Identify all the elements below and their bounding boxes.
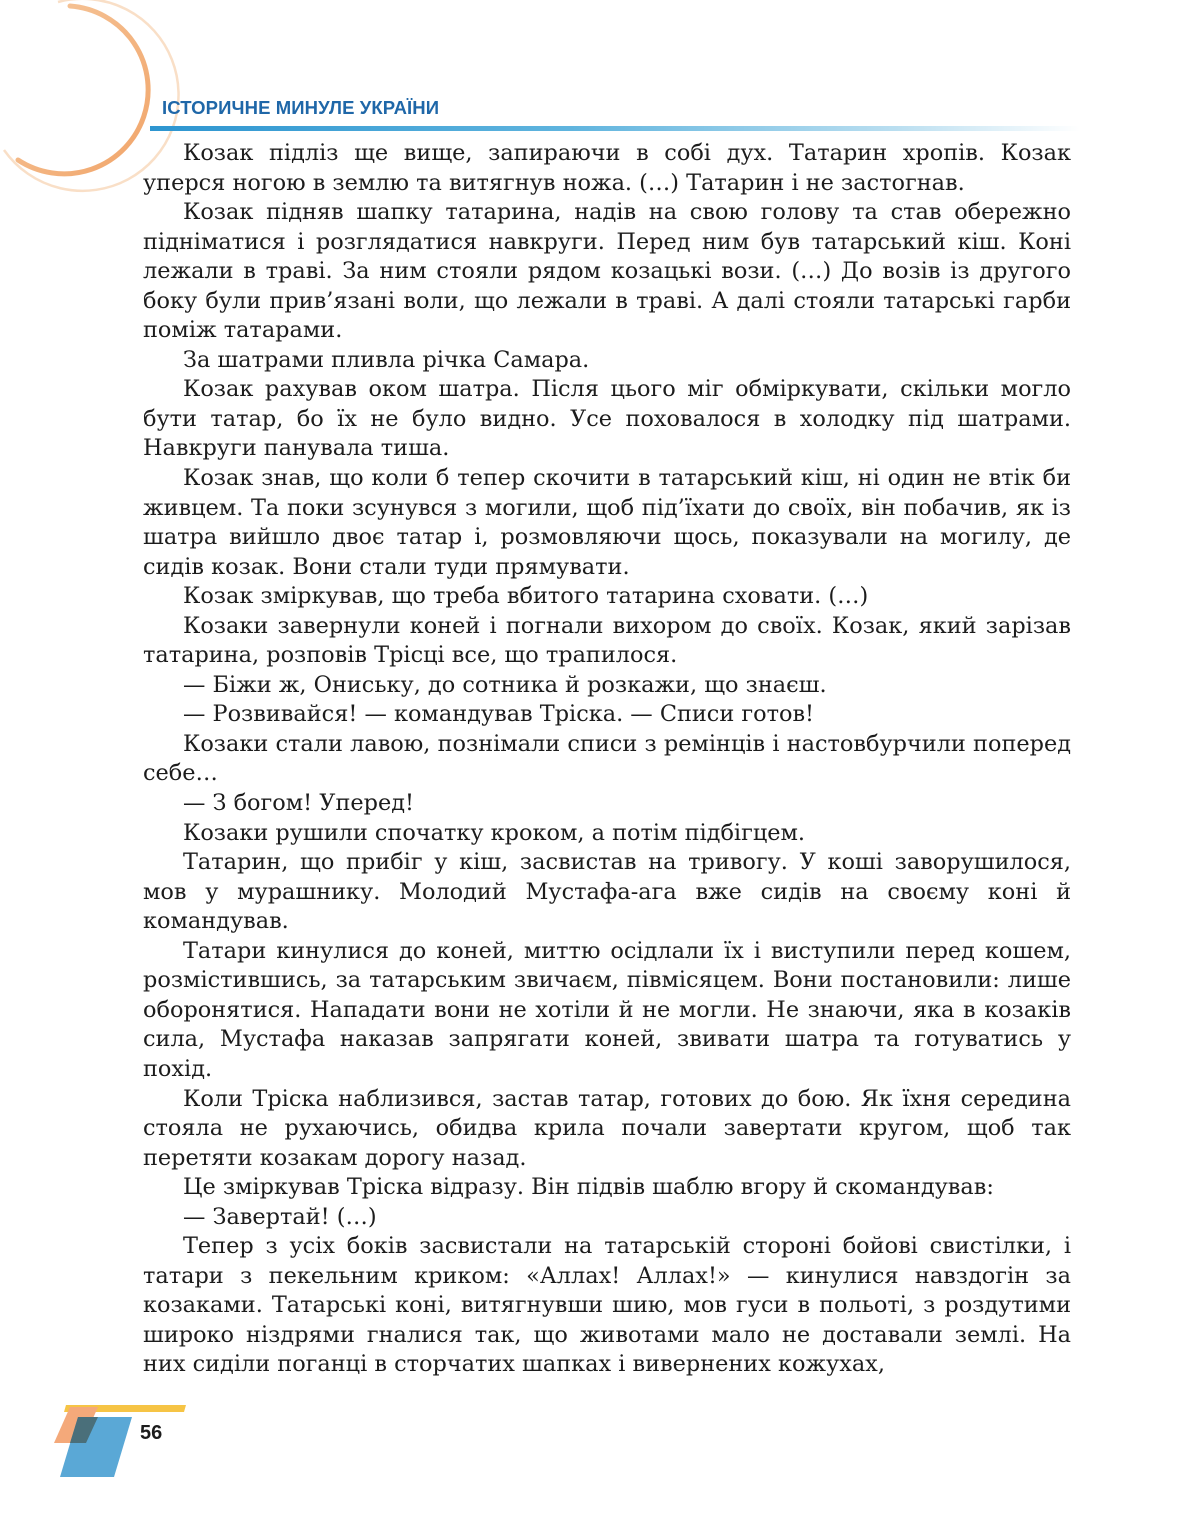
paragraph: Козак зміркував, що треба вбитого татарина сховати. (…) [183,583,869,610]
paragraph: Козак підняв шапку татарина, надів на свою голову та став обережно підніматися і розглядатися навкруги. Перед ним був татарський кіш. Коні лежали в траві. За ним стояли рядом козацькі вози. (…) До возів із другого боку були прив’язані воли, що лежали в траві. А далі стояли татарські гарби поміж татарами. [143,199,1071,344]
paragraph: — Завертай! (…) [183,1203,377,1230]
paragraph: — Розвивайся! — командував Тріска. — Списи готов! [183,701,815,728]
paragraph: — Біжи ж, Ониську, до сотника й розкажи, що знаєш. [183,671,827,698]
paragraph: Козак рахував оком шатра. Після цього міг обміркувати, скільки могло бути татар, бо їх не було видно. Усе поховалося в холодку під шатрами. Навкруги панувала тиша. [143,376,1071,462]
paragraph: Козак підліз ще вище, запираючи в собі дух. Татарин хропів. Козак уперся ногою в землю та витягнув ножа. (…) Татарин і не застогнав. [143,140,1071,196]
page-number: 56 [140,1422,163,1444]
paragraph: Козаки завернули коней і погнали вихором до своїх. Козак, який зарізав татарина, розповів Трісці все, що трапилося. [143,612,1071,669]
paragraph: За шатрами пливла річка Самара. [183,346,590,373]
paragraph: Козаки стали лавою, познімали списи з ремінців і настовбурчили поперед себе… [143,730,1071,787]
paragraph: Тепер з усіх боків засвистали на татарській стороні бойові свистілки, і татари з пекельним криком: «Аллах! Аллах!» — кинулися навздогін за козаками. Татарські коні, витягнувши шию, мов гуси в польоті, з роздутими широко ніздрями гналися так, що животами мало не доставали землі. На них сиділи поганці в сторчатих шапках і вивернених кожухах, [143,1233,1071,1378]
paragraph: Це зміркував Тріска відразу. Він підвів шаблю вгору й скомандував: [183,1174,994,1201]
paragraph: Татари кинулися до коней, миттю осідлали їх і виступили перед кошем, розмістившись, за татарським звичаєм, півмісяцем. Вони постановили: лише оборонятися. Нападати вони не хотіли й не могли. Не знаючи, яка в козаків сила, Мустафа наказав запрягати коней, звивати шатра та готуватись у похід. [143,937,1071,1082]
paragraph: Татарин, що прибіг у кіш, засвистав на тривогу. У коші заворушилося, мов у мурашнику. Молодий Мустафа-ага вже сидів на своєму коні й командував. [143,849,1071,935]
body-text [143,139,1071,1380]
paragraph: Коли Тріска наблизився, застав татар, готових до бою. Як їхня середина стояла не рухаючись, обидва крила почали завертати кругом, щоб так перетяти козакам дорогу назад. [143,1085,1071,1171]
paragraph: Козак знав, що коли б тепер скочити в татарський кіш, ні один не втік би живцем. Та поки зсунувся з могили, щоб під’їхати до своїх, він побачив, як із шатра вийшло двоє татар і, розмовляючи щось, показували на могилу, де сидів козак. Вони стали туди прямувати. [143,465,1071,580]
header-rule [150,126,1080,131]
paragraph: — З богом! Уперед! [183,790,415,817]
corner-parallelogram-icon [0,1395,200,1495]
paragraph: Козаки рушили спочатку кроком, а потім підбігцем. [183,819,805,846]
running-header: ІСТОРИЧНЕ МИНУЛЕ УКРАЇНИ [162,97,440,118]
